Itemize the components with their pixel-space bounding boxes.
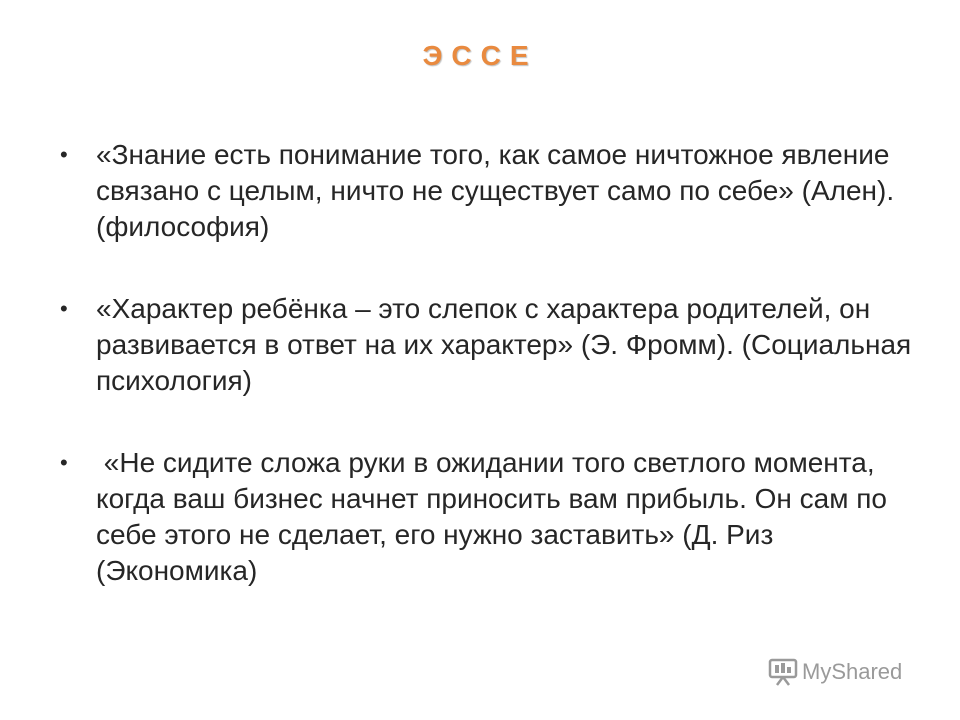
bullet-marker: • — [60, 450, 68, 475]
bullet-list — [60, 137, 940, 635]
slide-title: ЭССЕ — [422, 40, 538, 71]
bullet-marker: • — [60, 296, 68, 321]
bullet-marker: • — [60, 142, 68, 167]
bullet-item-1 — [60, 137, 940, 245]
watermark-logo — [768, 656, 902, 688]
bullet-text-fromm: «Характер ребёнка – это слепок с характера родителей, он развивается в ответ на их характер» (Э. Фромм). (Социальная психология) — [96, 293, 912, 396]
presentation-screen-icon — [768, 658, 802, 686]
watermark-text: MyShared — [802, 659, 903, 684]
bullet-item-2 — [60, 291, 940, 399]
bullet-text-rees: «Не сидите сложа руки в ожидании того светлого момента, когда ваш бизнес начнет приносить вам прибыль. Он сам по себе этого не сделает, его нужно заставить» (Д. Риз (Экономика) — [96, 447, 895, 586]
bullet-item-3 — [60, 445, 940, 589]
bullet-text-alain: «Знание есть понимание того, как самое ничтожное явление связано с целым, ничто не существует само по себе» (Ален). (философия) — [96, 139, 895, 242]
